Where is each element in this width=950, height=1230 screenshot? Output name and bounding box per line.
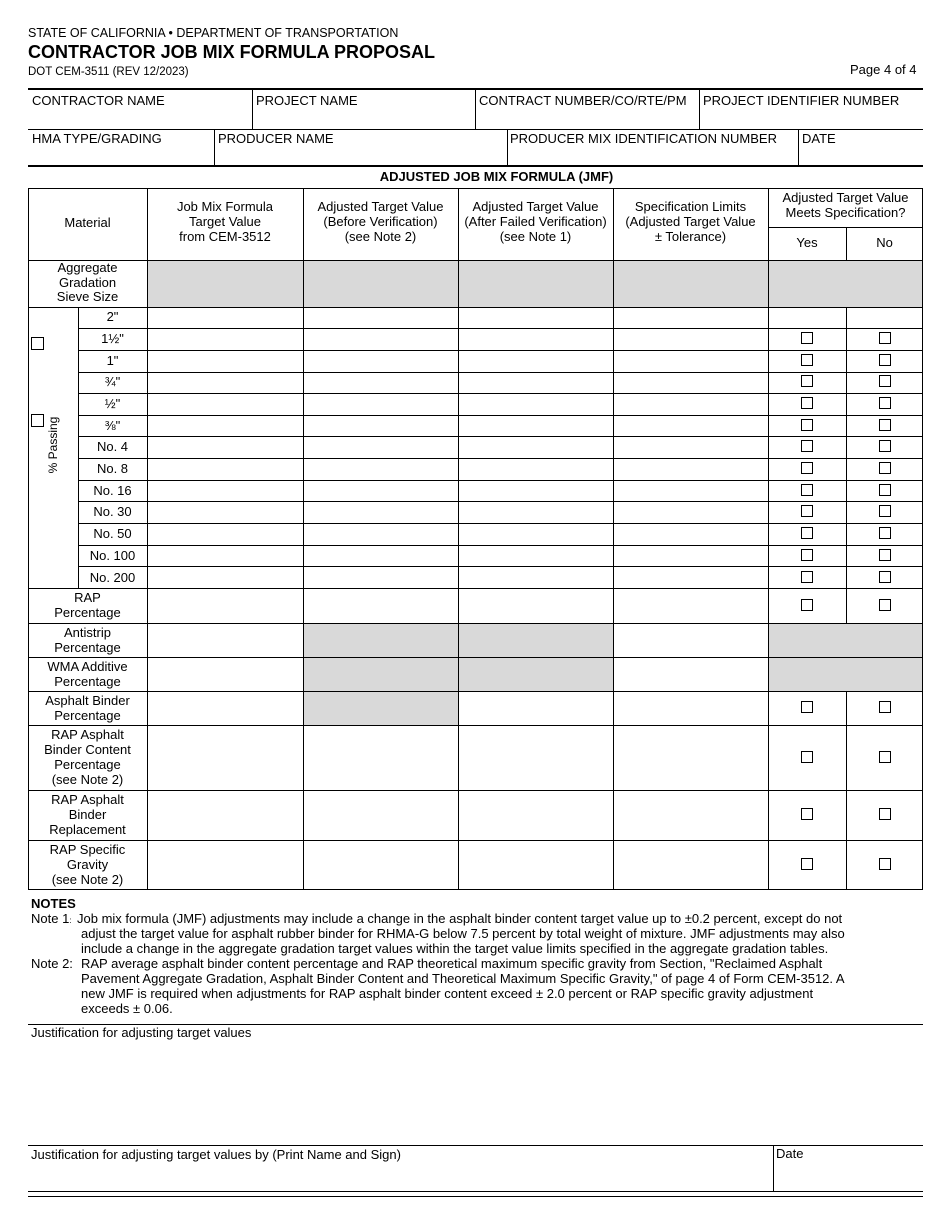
label-line: (see Note 2) (51, 772, 124, 787)
rule (78, 523, 923, 524)
rule (28, 840, 923, 841)
rule (28, 725, 923, 726)
header-line: Target Value (188, 214, 262, 229)
yes-checkbox[interactable] (801, 808, 813, 820)
label-line: RAP Asphalt (51, 792, 124, 807)
header-line: Job Mix Formula (176, 199, 274, 214)
yes-checkbox[interactable] (801, 397, 813, 409)
rule (507, 130, 508, 166)
rule (475, 89, 476, 129)
header-line: (see Note 2) (344, 229, 417, 244)
agency-line: STATE OF CALIFORNIA • DEPARTMENT OF TRANSPORTATION (28, 26, 399, 40)
label-line: Percentage (54, 757, 121, 772)
table-title: ADJUSTED JOB MIX FORMULA (JMF) (379, 169, 614, 184)
justification-by-field[interactable]: Justification for adjusting target values by (Print Name and Sign) (31, 1147, 401, 1162)
footer-date-field[interactable]: Date (776, 1146, 804, 1161)
producer-mix-id-field[interactable]: PRODUCER MIX IDENTIFICATION NUMBER (510, 131, 777, 146)
row-rap-binder-content (28, 727, 147, 787)
no-checkbox[interactable] (879, 332, 891, 344)
note-line: new JMF is required when adjustments for RAP asphalt binder content exceed ± 2.0 percent or RAP specific gravity adjustment (81, 986, 814, 1001)
rule (846, 308, 847, 624)
yes-checkbox[interactable] (801, 751, 813, 763)
sieve-label: No. 8 (96, 461, 129, 476)
rule (78, 350, 923, 351)
yes-checkbox[interactable] (801, 332, 813, 344)
rule (613, 189, 614, 890)
sieve-label: No. 50 (93, 526, 132, 541)
label-line: Binder Content (44, 742, 131, 757)
no-checkbox[interactable] (879, 397, 891, 409)
yes-checkbox[interactable] (801, 701, 813, 713)
label-line: WMA Additive (47, 659, 128, 674)
sieve-label: No. 100 (89, 548, 136, 563)
header-line: (Before Verification) (323, 214, 438, 229)
header-line: (see Note 1) (499, 229, 572, 244)
rule (28, 1196, 923, 1197)
row-rap-specific-gravity (28, 842, 147, 887)
producer-name-field[interactable]: PRODUCER NAME (218, 131, 334, 146)
rule (78, 415, 923, 416)
sieve-label: ⅜" (104, 418, 121, 433)
rule (28, 260, 923, 261)
header-line: (After Failed Verification) (464, 214, 607, 229)
rule (798, 130, 799, 166)
rule (28, 790, 923, 791)
label-line: Sieve Size (56, 289, 119, 304)
no-checkbox[interactable] (879, 375, 891, 387)
note-colon: : (69, 916, 72, 925)
note-line: exceeds ± 0.06. (81, 1001, 173, 1016)
label-line: (see Note 2) (51, 872, 124, 887)
rule (28, 165, 923, 167)
shaded-cell (303, 691, 458, 726)
header-line: from CEM-3512 (179, 229, 271, 244)
header-line: Adjusted Target Value (782, 190, 909, 205)
col-spec-limits (613, 199, 768, 244)
yes-checkbox[interactable] (801, 505, 813, 517)
rule (78, 436, 923, 437)
label-line: Antistrip (64, 625, 111, 640)
sieve-label: 1½" (101, 331, 124, 346)
label-line: Percentage (54, 640, 121, 655)
project-name-field[interactable]: PROJECT NAME (256, 93, 358, 108)
yes-checkbox[interactable] (801, 419, 813, 431)
label-line: RAP (74, 590, 101, 605)
project-identifier-field[interactable]: PROJECT IDENTIFIER NUMBER (703, 93, 900, 108)
label-line: Binder (68, 807, 107, 822)
yes-checkbox[interactable] (801, 440, 813, 452)
rule (28, 889, 923, 890)
rule (78, 545, 923, 546)
header-line: ± Tolerance) (654, 229, 727, 244)
no-checkbox[interactable] (879, 858, 891, 870)
rule (78, 372, 923, 373)
rule (28, 588, 923, 589)
rule (78, 393, 923, 394)
shaded-cell (147, 261, 923, 308)
left-checkbox[interactable] (31, 414, 44, 427)
no-checkbox[interactable] (879, 505, 891, 517)
page-number: Page 4 of 4 (850, 62, 917, 77)
no-checkbox[interactable] (879, 599, 891, 611)
label-line: Gradation (58, 274, 117, 290)
rule (28, 623, 923, 624)
note2-label: Note 2: (31, 956, 73, 971)
col-adjusted-before (303, 199, 458, 244)
label-line: Percentage (54, 674, 121, 689)
note-line: Pavement Aggregate Gradation, Asphalt Binder Content and Theoretical Maximum Specific Gravity," of page 4 of Form CEM-3512. A (81, 971, 845, 986)
sieve-label: ½" (104, 396, 121, 411)
rule (699, 89, 700, 129)
header-line: Specification Limits (634, 199, 747, 214)
label-line: Replacement (49, 822, 126, 837)
note1-text (77, 911, 842, 926)
label-line: Aggregate (57, 260, 118, 275)
rule (768, 227, 923, 228)
no-checkbox[interactable] (879, 440, 891, 452)
yes-checkbox[interactable] (801, 571, 813, 583)
no-checkbox[interactable] (879, 549, 891, 561)
sieve-label: 2" (106, 309, 119, 324)
rule (28, 657, 923, 658)
row-wma-additive (28, 659, 147, 689)
yes-checkbox[interactable] (801, 375, 813, 387)
yes-checkbox[interactable] (801, 527, 813, 539)
no-checkbox[interactable] (879, 527, 891, 539)
sieve-label: ¾" (104, 374, 121, 389)
aggregate-gradation-label (28, 261, 147, 305)
rule (458, 189, 459, 890)
rule (78, 328, 923, 329)
rule (78, 501, 923, 502)
rule (252, 89, 253, 129)
rule (28, 129, 923, 130)
rule (28, 307, 923, 308)
label-line: Asphalt Binder (45, 693, 130, 708)
rule (922, 189, 923, 890)
col-material: Material (64, 215, 111, 230)
rule (214, 130, 215, 166)
yes-checkbox[interactable] (801, 858, 813, 870)
no-checkbox[interactable] (879, 354, 891, 366)
no-checkbox[interactable] (879, 751, 891, 763)
header-line: Adjusted Target Value (472, 199, 599, 214)
no-checkbox[interactable] (879, 484, 891, 496)
row-rap-percentage (28, 590, 147, 620)
header-line: (Adjusted Target Value (625, 214, 756, 229)
form-title: CONTRACTOR JOB MIX FORMULA PROPOSAL (28, 42, 436, 62)
note-line: include a change in the aggregate gradation target values within the target value limits specified in the aggregate gradation tables. (81, 941, 829, 956)
yes-checkbox[interactable] (801, 462, 813, 474)
note1-label (31, 911, 72, 928)
notes-heading: NOTES (31, 896, 76, 911)
yes-checkbox[interactable] (801, 484, 813, 496)
rule (78, 480, 923, 481)
note2-text (81, 956, 845, 1016)
rule (773, 1146, 774, 1191)
rule (78, 458, 923, 459)
rule (28, 1191, 923, 1192)
row-antistrip-percentage (28, 625, 147, 655)
label-line: RAP Specific (49, 842, 126, 857)
left-checkbox[interactable] (31, 337, 44, 350)
col-no: No (876, 235, 893, 250)
no-checkbox[interactable] (879, 701, 891, 713)
sieve-label: 1" (106, 353, 119, 368)
hma-type-field[interactable]: HMA TYPE/GRADING (32, 131, 162, 146)
no-checkbox[interactable] (879, 571, 891, 583)
label-line: Percentage (54, 708, 121, 723)
justification-field[interactable]: Justification for adjusting target values (31, 1025, 252, 1040)
sieve-label: No. 30 (93, 504, 132, 519)
header-line: Adjusted Target Value (317, 199, 444, 214)
note-label: Note 1 (31, 911, 70, 926)
rule (768, 189, 769, 890)
no-checkbox[interactable] (879, 419, 891, 431)
percent-passing-label: % Passing (46, 416, 60, 474)
label-line: RAP Asphalt (51, 727, 124, 742)
rule (28, 188, 923, 189)
rule (147, 189, 148, 890)
sieve-label: No. 4 (96, 439, 129, 454)
col-yes: Yes (796, 235, 818, 250)
rule (28, 691, 923, 692)
note1-text-cont (81, 926, 845, 956)
date-field[interactable]: DATE (802, 131, 836, 146)
contractor-name-field[interactable]: CONTRACTOR NAME (32, 93, 165, 108)
col-adjusted-after (458, 199, 613, 244)
no-checkbox[interactable] (879, 462, 891, 474)
note-line: Job mix formula (JMF) adjustments may include a change in the asphalt binder content target value up to ±0.2 percent, except do not (77, 911, 843, 926)
yes-checkbox[interactable] (801, 599, 813, 611)
form-id: DOT CEM-3511 (REV 12/2023) (28, 66, 189, 78)
label-line: Percentage (54, 605, 121, 620)
contract-number-field[interactable]: CONTRACT NUMBER/CO/RTE/PM (479, 93, 687, 108)
col-meets-spec (768, 190, 923, 220)
label-line: Gravity (66, 857, 109, 872)
yes-checkbox[interactable] (801, 549, 813, 561)
note-line: RAP average asphalt binder content percentage and RAP theoretical maximum specific gravity from Section, "Reclaimed Asphalt (81, 956, 823, 971)
row-asphalt-binder (28, 693, 147, 723)
yes-checkbox[interactable] (801, 354, 813, 366)
rule (303, 189, 304, 890)
no-checkbox[interactable] (879, 808, 891, 820)
note-line: adjust the target value for asphalt rubber binder for RHMA-G below 7.5 percent by total weight of mixture. JMF adjustments may also (81, 926, 845, 941)
sieve-label: No. 200 (89, 570, 136, 585)
row-rap-binder-replacement (28, 792, 147, 837)
col-jmf-target (147, 199, 303, 244)
sieve-label: No. 16 (93, 483, 132, 498)
rule (78, 566, 923, 567)
header-line: Meets Specification? (785, 205, 906, 220)
